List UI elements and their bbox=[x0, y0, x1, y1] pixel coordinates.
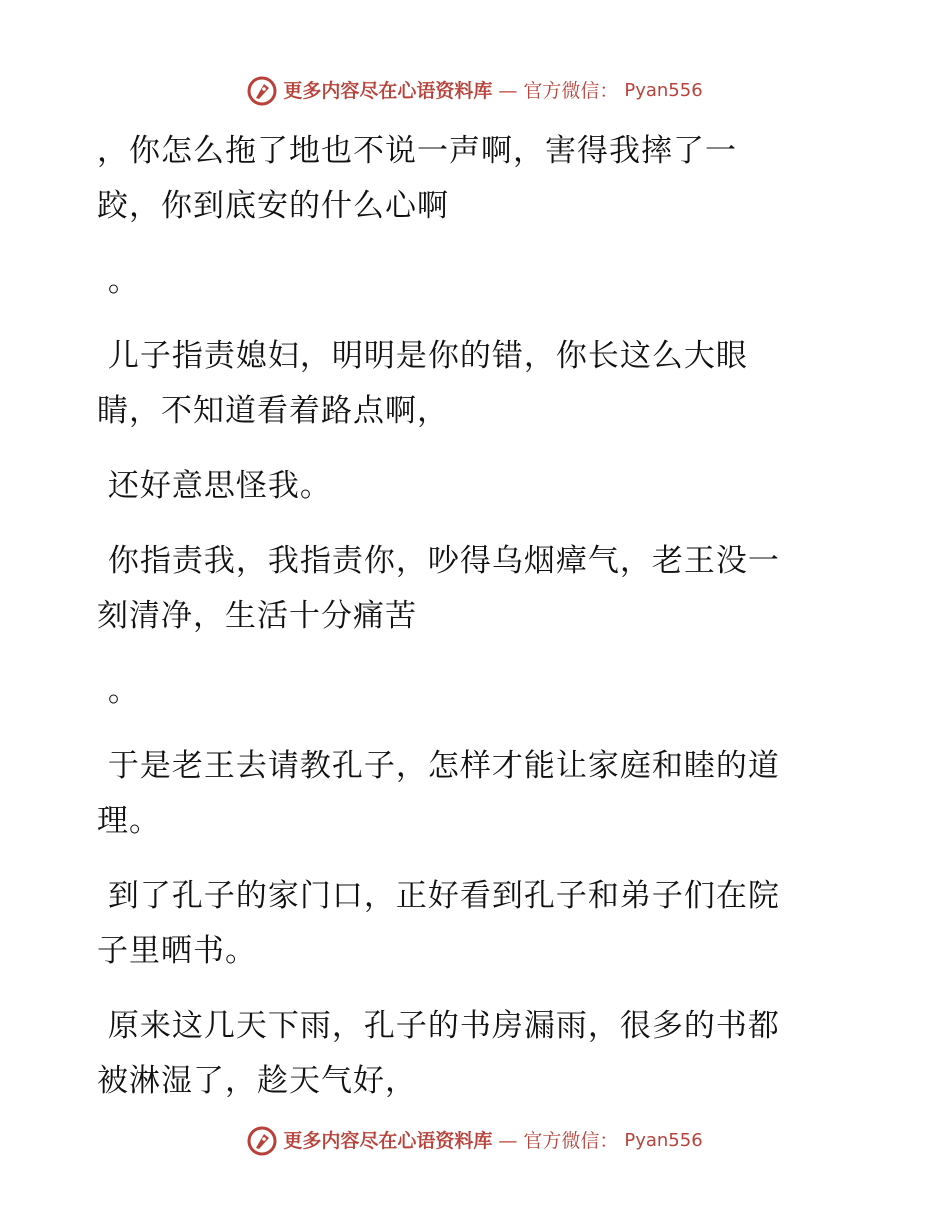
paragraph-line: 儿子指责媳妇，明明是你的错，你长这么大眼 bbox=[97, 338, 748, 374]
watermark-handle: Pyan556 bbox=[624, 80, 703, 101]
paragraph bbox=[97, 459, 837, 514]
paragraph bbox=[97, 664, 837, 719]
paragraph-line: 。 bbox=[97, 263, 140, 299]
paragraph-line: 于是老王去请教孔子，怎样才能让家庭和睦的道 bbox=[97, 748, 780, 784]
fountain-pen-nib-icon bbox=[247, 1126, 277, 1156]
watermark-brand: 更多内容尽在心语资料库 bbox=[283, 80, 493, 102]
paragraph bbox=[97, 739, 837, 849]
paragraph bbox=[97, 329, 837, 439]
paragraph-line: ，你怎么拖了地也不说一声啊，害得我摔了一 bbox=[97, 133, 737, 169]
watermark-separator: — bbox=[498, 80, 518, 102]
document-body bbox=[97, 124, 837, 1129]
watermark-brand: 更多内容尽在心语资料库 bbox=[283, 1130, 493, 1152]
watermark-handle: Pyan556 bbox=[624, 1130, 703, 1151]
watermark-official-label: 官方微信： bbox=[523, 1130, 619, 1152]
paragraph-line: 。 bbox=[97, 673, 140, 709]
fountain-pen-nib-icon bbox=[247, 76, 277, 106]
paragraph-line: 跤，你到底安的什么心啊 bbox=[97, 188, 449, 224]
header-watermark bbox=[0, 76, 950, 106]
watermark-official-label: 官方微信： bbox=[523, 80, 619, 102]
paragraph-line: 到了孔子的家门口，正好看到孔子和弟子们在院 bbox=[97, 878, 780, 914]
paragraph-line: 刻清净，生活十分痛苦 bbox=[97, 598, 417, 634]
paragraph bbox=[97, 999, 837, 1109]
paragraph bbox=[97, 124, 837, 234]
watermark-separator: — bbox=[498, 1130, 518, 1152]
paragraph bbox=[97, 869, 837, 979]
paragraph-line: 你指责我，我指责你，吵得乌烟瘴气，老王没一 bbox=[97, 543, 780, 579]
paragraph bbox=[97, 254, 837, 309]
paragraph-line: 理。 bbox=[97, 803, 161, 839]
paragraph-line: 还好意思怪我。 bbox=[97, 468, 332, 504]
paragraph-line: 被淋湿了，趁天气好， bbox=[97, 1063, 417, 1099]
paragraph bbox=[97, 534, 837, 644]
paragraph-line: 原来这几天下雨，孔子的书房漏雨，很多的书都 bbox=[97, 1008, 780, 1044]
footer-watermark bbox=[0, 1126, 950, 1156]
paragraph-line: 睛，不知道看着路点啊， bbox=[97, 393, 449, 429]
paragraph-line: 子里晒书。 bbox=[97, 933, 257, 969]
